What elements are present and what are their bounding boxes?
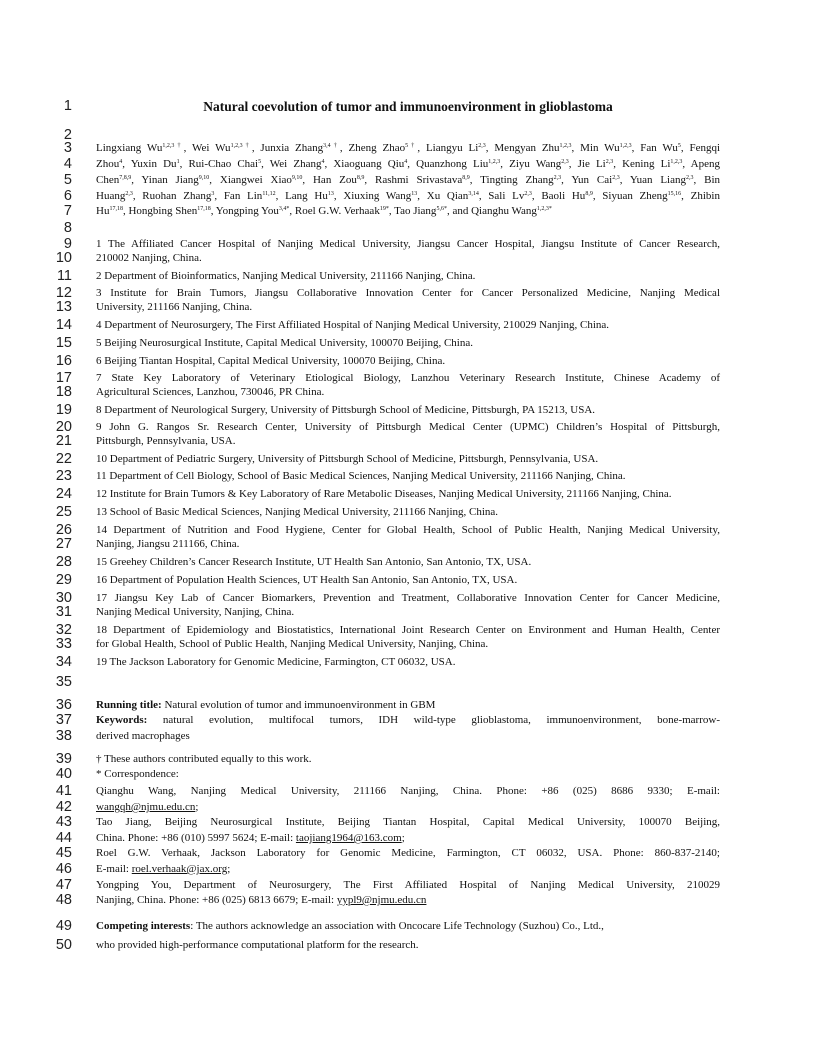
affiliation-superscript: 1,2,3 bbox=[619, 143, 632, 149]
affiliation-superscript: 1,2,3† bbox=[162, 143, 184, 149]
line-number: 14 bbox=[55, 317, 72, 333]
line-number: 35 bbox=[55, 674, 72, 690]
correspondence-line: E-mail: roel.verhaak@jax.org; bbox=[96, 863, 231, 875]
affiliation-line: 9 John G. Rangos Sr. Research Center, University of Pittsburgh Medical Center (UPMC) Children’s Hospital of Pittsburgh, bbox=[96, 421, 720, 433]
affiliation-line: 6 Beijing Tiantan Hospital, Capital Medical University, 100070 Beijing, China. bbox=[96, 355, 446, 367]
correspondence-heading: * Correspondence: bbox=[96, 768, 179, 780]
line-number: 9 bbox=[63, 236, 72, 252]
affiliation-superscript: 9,10 bbox=[198, 175, 210, 181]
line-number: 22 bbox=[55, 451, 72, 467]
line-number: 10 bbox=[55, 250, 72, 266]
line-number: 34 bbox=[55, 654, 72, 670]
line-number: 17 bbox=[55, 370, 72, 386]
email-link[interactable]: roel.verhaak@jax.org bbox=[131, 863, 228, 875]
affiliation-line: 13 School of Basic Medical Sciences, Nanjing Medical University, 211166 Nanjing, China. bbox=[96, 506, 499, 518]
affiliation-line: Pittsburgh, Pennsylvania, USA. bbox=[96, 435, 236, 447]
affiliation-superscript: 5,6* bbox=[436, 206, 447, 212]
affiliation-superscript: 2,3 bbox=[605, 159, 614, 165]
affiliation-superscript: 2,3 bbox=[478, 143, 486, 149]
affiliation-superscript: 5 bbox=[677, 143, 681, 149]
affiliation-superscript: 1 bbox=[176, 159, 180, 165]
line-number: 26 bbox=[55, 522, 72, 538]
line-number: 28 bbox=[55, 554, 72, 570]
affiliation-superscript: 5 bbox=[258, 159, 262, 165]
affiliation-line: 7 State Key Laboratory of Veterinary Etiological Biology, Lanzhou Veterinary Research Institute, Chinese Academy of bbox=[96, 372, 720, 384]
equal-contribution-note: † These authors contributed equally to this work. bbox=[96, 753, 312, 765]
affiliation-superscript: 1,2,3 bbox=[670, 159, 683, 165]
line-number: 36 bbox=[55, 697, 72, 713]
line-number: 13 bbox=[55, 299, 72, 315]
line-number: 15 bbox=[55, 335, 72, 351]
affiliation-superscript: 13 bbox=[411, 191, 418, 197]
email-link[interactable]: wangqh@njmu.edu.cn bbox=[96, 801, 196, 813]
affiliation-superscript: 1,2,3 bbox=[559, 143, 572, 149]
author-line: Huang$^{2,3}$, Ruohan Zhang$^3$, Fan Lin$^{11,12}$, Lang Hu$^{13}$, Xiuxing Wang$^{13}$, Xu Qian$^{3,14}$, Sali Lv$^{2,3}$, Baoli Hu$^{8,9}$, Siyuan Zheng$^{15,16}$, Zhibin bbox=[96, 190, 720, 202]
affiliation-superscript: 5† bbox=[405, 143, 418, 149]
affiliation-superscript: 17,18 bbox=[197, 206, 211, 212]
affiliation-superscript: 8,9 bbox=[462, 175, 470, 181]
line-number: 33 bbox=[55, 636, 72, 652]
email-link[interactable]: yypl9@njmu.edu.cn bbox=[336, 894, 427, 906]
affiliation-line: 15 Greehey Children’s Cancer Research Institute, UT Health San Antonio, San Antonio, TX, USA. bbox=[96, 556, 532, 568]
correspondence-line: wangqh@njmu.edu.cn; bbox=[96, 801, 199, 813]
line-number: 2 bbox=[63, 127, 72, 143]
line-number: 20 bbox=[55, 419, 72, 435]
line-number: 11 bbox=[56, 268, 72, 284]
line-number: 18 bbox=[55, 384, 72, 400]
affiliation-superscript: 2,3 bbox=[612, 175, 620, 181]
affiliation-superscript: 13 bbox=[327, 191, 334, 197]
affiliation-line: 8 Department of Neurological Surgery, University of Pittsburgh School of Medicine, Pittsburgh, PA 15213, USA. bbox=[96, 404, 596, 416]
affiliation-line: Nanjing Medical University, Nanjing, China. bbox=[96, 606, 295, 618]
line-number: 31 bbox=[55, 604, 72, 620]
line-number: 44 bbox=[55, 830, 72, 846]
correspondence-line: China. Phone: +86 (010) 5997 5624; E-mail: taojiang1964@163.com; bbox=[96, 832, 405, 844]
line-number: 38 bbox=[55, 728, 72, 744]
line-number: 27 bbox=[55, 536, 72, 552]
affiliation-line: Agricultural Sciences, Lanzhou, 730046, PR China. bbox=[96, 386, 325, 398]
line-number: 50 bbox=[55, 937, 72, 953]
line-number: 45 bbox=[55, 845, 72, 861]
line-number: 5 bbox=[63, 172, 72, 188]
affiliation-line: 1 The Affiliated Cancer Hospital of Nanjing Medical University, Jiangsu Cancer Hospital, Jiangsu Institute of Cancer Research, bbox=[96, 238, 720, 250]
affiliation-superscript: 4 bbox=[321, 159, 325, 165]
affiliation-line: 14 Department of Nutrition and Food Hygiene, Center for Global Health, School of Public Health, Nanjing Medical University, bbox=[96, 524, 720, 536]
competing-interests-label: Competing interests bbox=[96, 920, 191, 932]
line-number: 24 bbox=[55, 486, 72, 502]
keywords bbox=[96, 714, 720, 726]
line-number: 30 bbox=[55, 590, 72, 606]
line-number: 6 bbox=[63, 188, 72, 204]
affiliation-superscript: 1,2,3 bbox=[488, 159, 501, 165]
affiliation-superscript: 4 bbox=[119, 159, 123, 165]
line-number: 39 bbox=[55, 751, 72, 767]
affiliation-superscript: 2,3 bbox=[524, 191, 532, 197]
affiliation-superscript: 1,2,3† bbox=[230, 143, 252, 149]
running-title-label: Running title: bbox=[96, 699, 162, 711]
affiliation-superscript: 4 bbox=[404, 159, 408, 165]
keywords-text: natural evolution, multifocal tumors, IDH wild-type glioblastoma, immunoenvironment, bone-marrow- bbox=[147, 714, 720, 726]
affiliation-superscript: 3,4† bbox=[323, 143, 340, 149]
competing-interests-continued: who provided high-performance computational platform for the research. bbox=[96, 939, 419, 951]
affiliation-superscript: 2,3 bbox=[553, 175, 562, 181]
affiliation-superscript: 9,10 bbox=[291, 175, 303, 181]
line-number: 49 bbox=[55, 918, 72, 934]
line-number: 16 bbox=[55, 353, 72, 369]
line-number: 4 bbox=[63, 156, 72, 172]
line-number: 32 bbox=[55, 622, 72, 638]
line-number: 29 bbox=[55, 572, 72, 588]
line-number: 1 bbox=[63, 98, 72, 114]
affiliation-line: 17 Jiangsu Key Lab of Cancer Biomarkers, Prevention and Treatment, Collaborative Innovation Center for Cancer Medicine, bbox=[96, 592, 720, 604]
affiliation-line: 19 The Jackson Laboratory for Genomic Medicine, Farmington, CT 06032, USA. bbox=[96, 656, 456, 668]
affiliation-superscript: 3,14 bbox=[468, 191, 479, 197]
line-number: 25 bbox=[55, 504, 72, 520]
line-number: 43 bbox=[55, 814, 72, 830]
keywords-label: Keywords: bbox=[96, 714, 148, 726]
affiliation-line: 16 Department of Population Health Sciences, UT Health San Antonio, San Antonio, TX, USA. bbox=[96, 574, 518, 586]
affiliation-superscript: 2,3 bbox=[125, 191, 133, 197]
affiliation-line: 4 Department of Neurosurgery, The First Affiliated Hospital of Nanjing Medical University, 210029 Nanjing, China. bbox=[96, 319, 610, 331]
line-number: 23 bbox=[55, 468, 72, 484]
line-number: 41 bbox=[55, 783, 72, 799]
affiliation-line: 18 Department of Epidemiology and Biostatistics, International Joint Research Center on Environment and Human Health, Center bbox=[96, 624, 720, 636]
line-number: 3 bbox=[63, 140, 72, 156]
affiliation-line: 12 Institute for Brain Tumors & Key Laboratory of Rare Metabolic Diseases, Nanjing Medical University, 211166 Nanjing, China. bbox=[96, 488, 672, 500]
affiliation-superscript: 3 bbox=[211, 191, 215, 197]
line-number: 48 bbox=[55, 892, 72, 908]
author-line: Lingxiang $Wu^{1,2,3\dagger}$, Wei $Wu^{1,2,3\dagger}$, Junxia Zhang$^{3,4\dagger}$, Zheng Zhao$^{5\dagger}$, Liangyu Li$^{2,3}$, Mengyan Zhu$^{1,2,3}$, Min Wu$^{1,2,3}$, Fan Wu$^5$, Fengqi bbox=[96, 142, 721, 154]
affiliation-superscript: 8,9 bbox=[356, 175, 365, 181]
line-number: 42 bbox=[55, 799, 72, 815]
affiliation-line: for Global Health, School of Public Health, Nanjing Medical University, Nanjing, China. bbox=[96, 638, 489, 650]
line-number: 46 bbox=[55, 861, 72, 877]
author-line: Zhou$^4$, Yuxin Du$^1$, Rui-Chao Chai$^5$, Wei Zhang$^4$, Xiaoguang Qiu$^4$, Quanzhong Liu$^{1,2,3}$, Ziyu Wang$^{2,3}$, Jie Li$^{2,3}$, Kening Li$^{1,2,3}$, Apeng bbox=[96, 158, 721, 170]
affiliation-superscript: 15,16 bbox=[667, 191, 682, 197]
affiliation-superscript: 2,3 bbox=[686, 175, 694, 181]
correspondence-line: Roel G.W. Verhaak, Jackson Laboratory for Genomic Medicine, Farmington, CT 06032, USA. Phone: 860-837-2140; bbox=[96, 847, 720, 859]
affiliation-line: University, 211166 Nanjing, China. bbox=[96, 301, 253, 313]
correspondence-line: Yongping You, Department of Neurosurgery, The First Affiliated Hospital of Nanjing Medical University, 210029 bbox=[96, 879, 720, 891]
affiliation-line: 11 Department of Cell Biology, School of Basic Medical Sciences, Nanjing Medical University, 211166 Nanjing, China. bbox=[96, 470, 626, 482]
affiliation-superscript: 3,4* bbox=[278, 206, 290, 212]
author-line: Hu$^{17,18}$, Hongbing Shen$^{17,18}$, Yongping You$^{3,4*}$, Roel G.W. Verhaak$^{19*}$, Tao Jiang$^{5,6*}$, and Qianghu Wang$^{1,2,3*}$ bbox=[96, 205, 552, 217]
line-number: 19 bbox=[55, 402, 72, 418]
affiliation-superscript: 2,3 bbox=[561, 159, 569, 165]
running-title-text: Natural evolution of tumor and immunoenvironment in GBM bbox=[161, 699, 436, 711]
line-number: 7 bbox=[63, 203, 72, 219]
line-number: 47 bbox=[55, 877, 72, 893]
affiliation-superscript: 8,9 bbox=[585, 191, 593, 197]
affiliation-line: 5 Beijing Neurosurgical Institute, Capital Medical University, 100070 Beijing, China. bbox=[96, 337, 473, 349]
affiliation-superscript: 19* bbox=[379, 206, 389, 212]
paper-title: Natural coevolution of tumor and immunoenvironment in glioblastoma bbox=[203, 99, 613, 114]
affiliation-line: 2 Department of Bioinformatics, Nanjing Medical University, 211166 Nanjing, China. bbox=[96, 270, 476, 282]
affiliation-superscript: 17,18 bbox=[109, 206, 123, 212]
line-number: 40 bbox=[55, 766, 72, 782]
affiliation-superscript: 1,2,3* bbox=[536, 206, 552, 212]
affiliation-superscript: 11,12 bbox=[262, 191, 276, 197]
affiliation-line: 3 Institute for Brain Tumors, Jiangsu Collaborative Innovation Center for Cancer Personalized Medicine, Nanjing Medical bbox=[96, 287, 720, 299]
email-link[interactable]: taojiang1964@163.com bbox=[295, 832, 402, 844]
competing-interests: Competing interests: The authors acknowledge an association with Oncocare Life Technology (Suzhou) Co., Ltd., bbox=[96, 920, 604, 932]
correspondence-line: Qianghu Wang, Nanjing Medical University, 211166 Nanjing, China. Phone: +86 (025) 8686 9330; E-mail: bbox=[96, 785, 720, 797]
line-number: 12 bbox=[55, 285, 72, 301]
affiliation-line: 10 Department of Pediatric Surgery, University of Pittsburgh School of Medicine, Pittsburgh, Pennsylvania, USA. bbox=[96, 453, 599, 465]
line-number: 21 bbox=[55, 433, 72, 449]
correspondence-line: Tao Jiang, Beijing Neurosurgical Institute, Beijing Tiantan Hospital, Capital Medical University, 100070 Beijing, bbox=[96, 816, 720, 828]
affiliation-superscript: 7,8,9 bbox=[119, 175, 132, 181]
line-number: 37 bbox=[55, 712, 72, 728]
keywords-continued: derived macrophages bbox=[96, 730, 190, 742]
running-title bbox=[96, 699, 720, 711]
affiliation-line: 210002 Nanjing, China. bbox=[96, 252, 202, 264]
author-line: Chen$^{7,8,9}$, Yinan Jiang$^{9,10}$, Xiangwei Xiao$^{9,10}$, Han Zou$^{8,9}$, Rashmi Srivastava$^{8,9}$, Tingting Zhang$^{2,3}$, Yun Cai$^{2,3}$, Yuan Liang$^{2,3}$, Bin bbox=[96, 174, 720, 186]
affiliation-line: Nanjing, Jiangsu 211166, China. bbox=[96, 538, 240, 550]
line-number: 8 bbox=[63, 220, 72, 236]
correspondence-line: Nanjing, China. Phone: +86 (025) 6813 6679; E-mail: yypl9@njmu.edu.cn bbox=[96, 894, 427, 906]
